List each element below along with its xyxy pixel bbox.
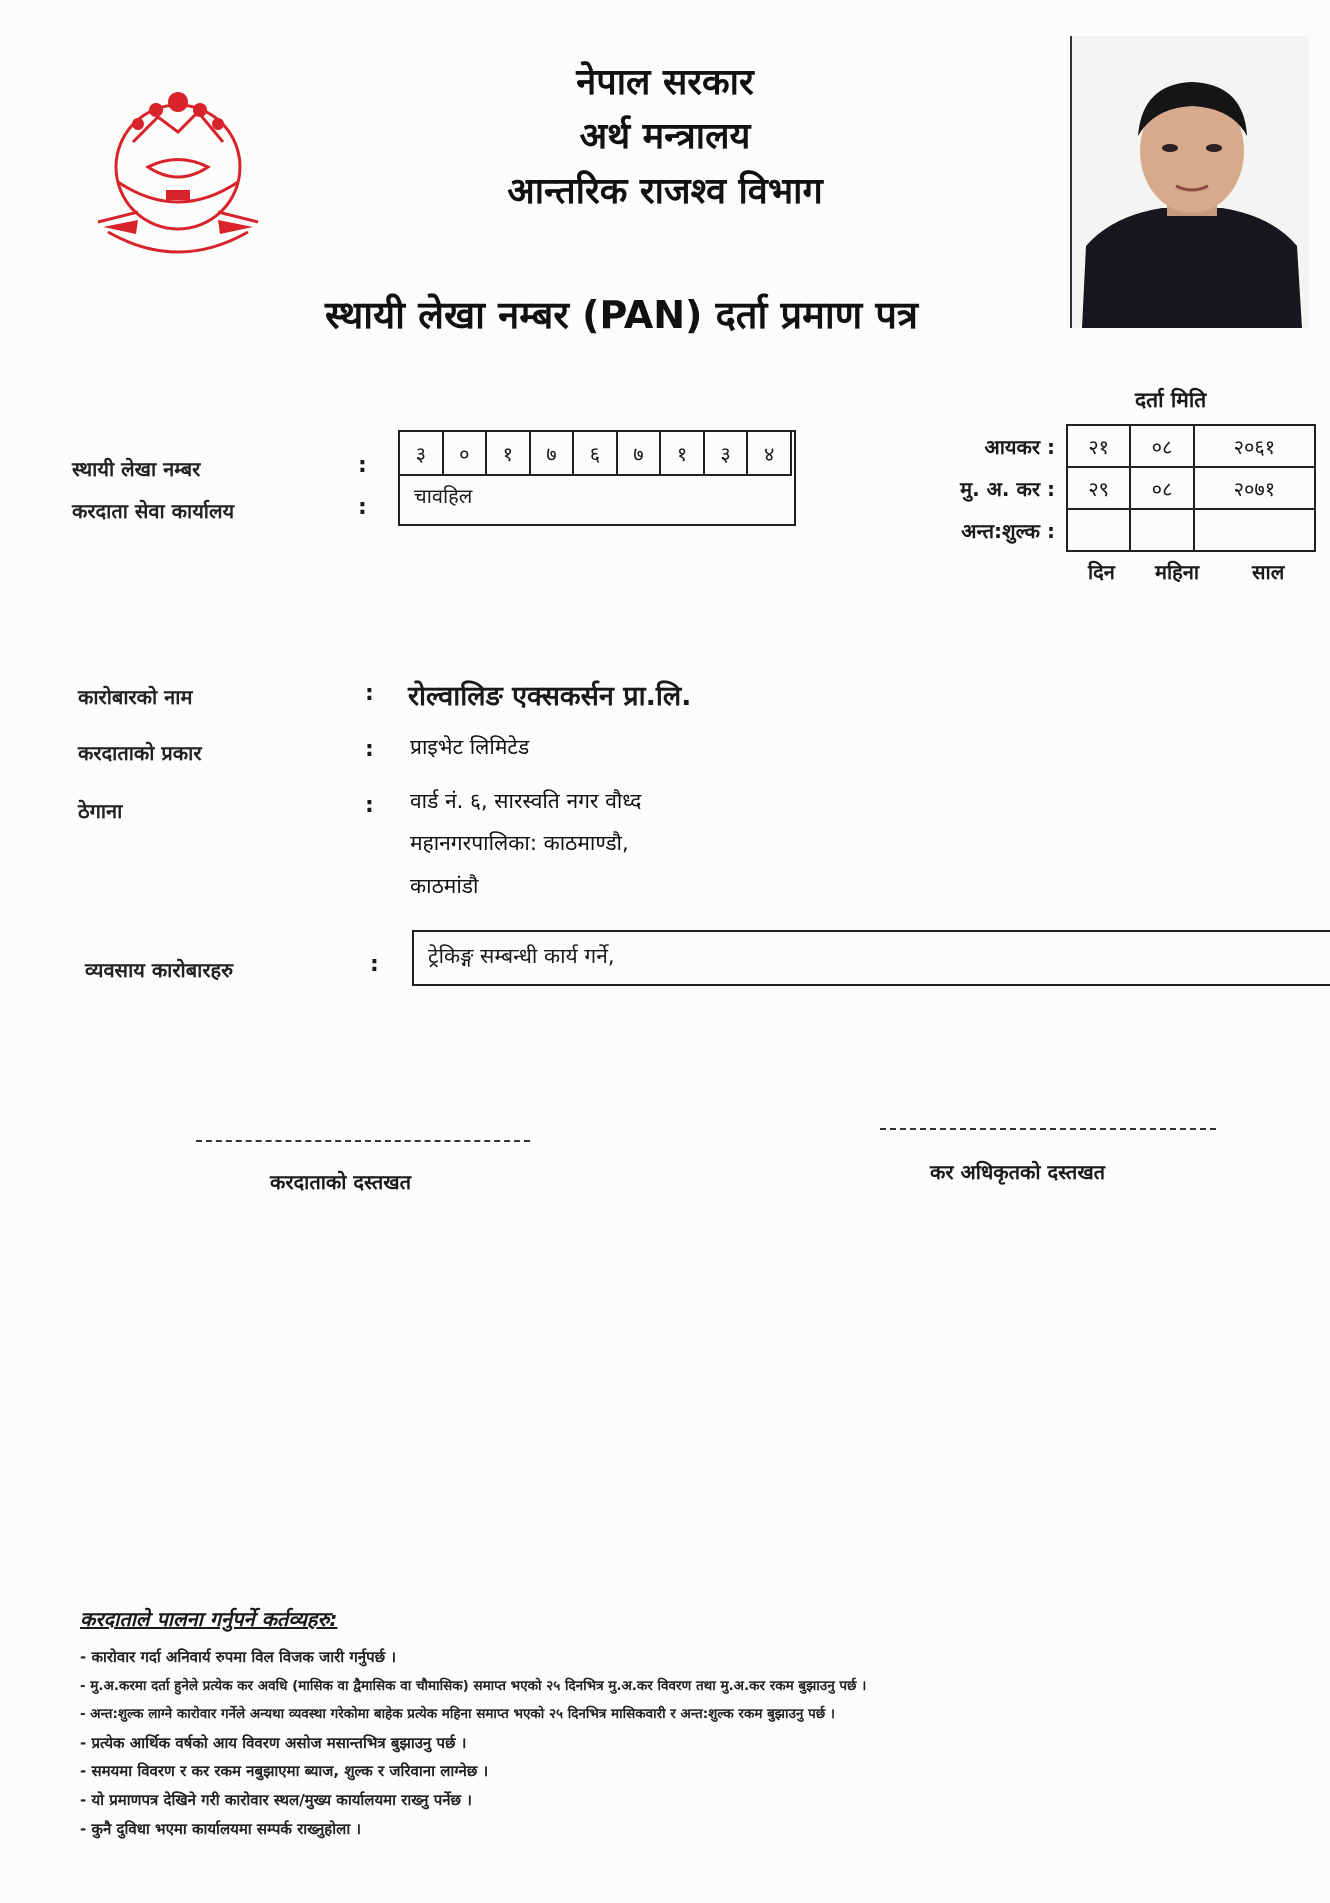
header-line-3: आन्तरिक राजश्व विभाग bbox=[507, 171, 823, 212]
duty-item: - कारोवार गर्दा अनिवार्य रुपमा विल विजक जारी गर्नुपर्छ । bbox=[80, 1648, 397, 1666]
officer-signature-line bbox=[880, 1128, 1216, 1130]
taxpayer-photo bbox=[1070, 36, 1309, 328]
business-name-colon: : bbox=[365, 681, 374, 706]
activities-colon: : bbox=[370, 952, 379, 977]
pan-box bbox=[398, 430, 796, 526]
office-value: चावहिल bbox=[414, 484, 473, 508]
business-name-label: कारोबारको नाम bbox=[78, 685, 193, 709]
income-tax-month: ०८ bbox=[1130, 425, 1193, 467]
duty-item: - कुनै दुविधा भएमा कार्यालयमा सम्पर्क राख्नुहोला । bbox=[80, 1819, 362, 1838]
pan-digit: १ bbox=[486, 431, 530, 475]
taxpayer-type-colon: : bbox=[365, 737, 374, 762]
vat-label: मु. अ. कर : bbox=[960, 477, 1055, 501]
taxpayer-type-value: प्राइभेट लिमिटेड bbox=[410, 735, 530, 759]
vat-day: २९ bbox=[1067, 467, 1130, 509]
pan-digit: ६ bbox=[573, 431, 617, 475]
col-year: साल bbox=[1252, 560, 1285, 584]
address-line-2: महानगरपालिका: काठमाण्डौ, bbox=[410, 831, 629, 855]
excise-month bbox=[1130, 509, 1193, 551]
pan-digit: ० bbox=[443, 431, 487, 475]
excise-label: अन्त:शुल्क : bbox=[961, 519, 1055, 543]
duty-item: - अन्त:शुल्क लाग्ने कारोवार गर्नेले अन्यथा व्यवस्था गरेकोमा बाहेक प्रत्येक महिना समाप्त भएको २५ दिनभित्र मासिकवारी र अन्त:शुल्क रकम बुझाउनु पर्छ । bbox=[80, 1706, 836, 1723]
income-tax-label: आयकर : bbox=[984, 435, 1055, 459]
excise-year bbox=[1194, 509, 1315, 551]
income-tax-year: २०६१ bbox=[1194, 425, 1315, 467]
pan-digit: ४ bbox=[747, 431, 791, 475]
officer-signature-label: कर अधिकृतको दस्तखत bbox=[930, 1160, 1106, 1184]
taxpayer-type-label: करदाताको प्रकार bbox=[78, 741, 202, 765]
registration-table bbox=[1066, 424, 1316, 552]
pan-label: स्थायी लेखा नम्बर bbox=[72, 457, 201, 481]
registration-labels bbox=[915, 426, 1055, 552]
certificate-title: स्थायी लेखा नम्बर (PAN) दर्ता प्रमाण पत्र bbox=[325, 293, 918, 337]
pan-digit: ७ bbox=[530, 431, 574, 475]
address-label: ठेगाना bbox=[78, 799, 123, 823]
pan-digit: १ bbox=[660, 431, 704, 475]
duty-item: - समयमा विवरण र कर रकम नबुझाएमा ब्याज, शुल्क र जरिवाना लाग्नेछ । bbox=[80, 1762, 489, 1781]
excise-day bbox=[1067, 509, 1130, 551]
address-colon: : bbox=[365, 793, 374, 818]
business-name-value: रोल्वालिङ एक्सकर्सन प्रा.लि. bbox=[408, 681, 692, 712]
header-line-2: अर्थ मन्त्रालय bbox=[579, 116, 751, 157]
pan-colon: : bbox=[358, 453, 367, 478]
address-line-3: काठमांडौ bbox=[410, 874, 479, 898]
duties-heading: करदाताले पालना गर्नुपर्ने कर्तव्यहरु: bbox=[80, 1607, 338, 1631]
duty-item: - यो प्रमाणपत्र देखिने गरी कारोवार स्थल/मुख्य कार्यालयमा राख्नु पर्नेछ । bbox=[80, 1790, 472, 1809]
activities-value: ट्रेकिङ्ग सम्बन्धी कार्य गर्ने, bbox=[428, 944, 615, 968]
duty-item: - प्रत्येक आर्थिक वर्षको आय विवरण असोज मसान्तभित्र बुझाउनु पर्छ । bbox=[80, 1733, 467, 1752]
activities-label: व्यवसाय कारोबारहरु bbox=[85, 958, 234, 982]
duties-list bbox=[80, 1643, 1320, 1843]
pan-digit: ७ bbox=[617, 431, 661, 475]
income-tax-day: २१ bbox=[1067, 425, 1130, 467]
taxpayer-signature-label: करदाताको दस्तखत bbox=[270, 1170, 411, 1194]
registration-title: दर्ता मिति bbox=[1135, 388, 1207, 412]
office-colon: : bbox=[358, 495, 367, 520]
duty-item: - मु.अ.करमा दर्ता हुनेले प्रत्येक कर अवधि (मासिक वा द्वैमासिक वा चौमासिक) समाप्त भएको २५ दिनभित्र मु.अ.कर विवरण तथा मु.अ.कर रकम बुझाउनु पर्छ । bbox=[80, 1677, 867, 1694]
vat-year: २०७१ bbox=[1194, 467, 1315, 509]
col-day: दिन bbox=[1088, 560, 1115, 584]
pan-digit: ३ bbox=[704, 431, 748, 475]
activities-box bbox=[412, 930, 1330, 986]
taxpayer-signature-line bbox=[196, 1140, 530, 1142]
pan-digits bbox=[398, 430, 792, 476]
col-month: महिना bbox=[1155, 560, 1200, 584]
address-line-1: वार्ड नं. ६, सारस्वति नगर वौध्द bbox=[410, 789, 642, 813]
pan-digit: ३ bbox=[399, 431, 443, 475]
header-line-1: नेपाल सरकार bbox=[576, 62, 754, 103]
vat-month: ०८ bbox=[1130, 467, 1193, 509]
office-label: करदाता सेवा कार्यालय bbox=[72, 499, 235, 523]
